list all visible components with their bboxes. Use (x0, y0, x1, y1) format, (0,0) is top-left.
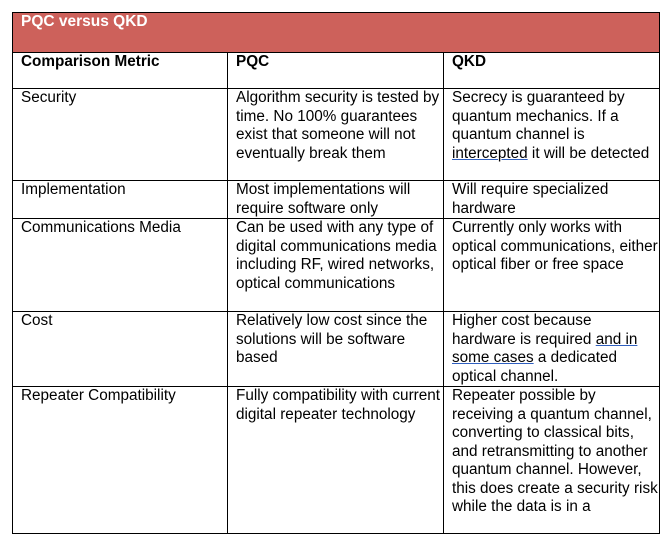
qkd-cell (444, 89, 660, 181)
header-comparison-metric: Comparison Metric (13, 53, 228, 89)
pqc-cell: Fully compatibility with current digital repeater technology (228, 387, 444, 534)
qkd-cell (444, 312, 660, 387)
qkd-text: a dedicated optical channel. (452, 349, 617, 385)
table-header-row (13, 53, 660, 89)
comparison-table (12, 12, 660, 534)
qkd-text: Repeater possible by receiving a quantum channel, converting to classical bits, and retransmitting to another quantum channel. However, this does create a security risk while the data is in a (452, 387, 658, 515)
qkd-text: Secrecy is guaranteed by quantum mechanics. If a quantum channel is (452, 89, 625, 143)
table-row (13, 181, 660, 219)
metric-cell: Security (13, 89, 228, 181)
table-title-row (13, 13, 660, 53)
pqc-cell: Algorithm security is tested by time. No 100% guarantees exist that someone will not eventually break them (228, 89, 444, 181)
table-row (13, 312, 660, 387)
qkd-text: Higher cost because hardware is required (452, 312, 596, 348)
pqc-cell: Can be used with any type of digital communications media including RF, wired networks, optical communications (228, 219, 444, 312)
pqc-cell: Relatively low cost since the solutions will be software based (228, 312, 444, 387)
spellcheck-marked-text: and in some cases (452, 330, 638, 366)
table-row (13, 219, 660, 312)
spellcheck-marked-text: intercepted (452, 144, 528, 162)
pqc-cell: Most implementations will require software only (228, 181, 444, 219)
qkd-cell: Currently only works with optical communications, either optical fiber or free space (444, 219, 660, 312)
metric-cell: Cost (13, 312, 228, 387)
metric-cell: Repeater Compatibility (13, 387, 228, 534)
table-title: PQC versus QKD (13, 13, 660, 53)
table-row (13, 387, 660, 534)
metric-cell: Communications Media (13, 219, 228, 312)
qkd-text: it will be detected (527, 144, 650, 162)
qkd-cell: Will require specialized hardware (444, 181, 660, 219)
header-qkd: QKD (444, 53, 660, 89)
header-pqc: PQC (228, 53, 444, 89)
metric-cell: Implementation (13, 181, 228, 219)
qkd-cell (444, 387, 660, 534)
table-row (13, 89, 660, 181)
